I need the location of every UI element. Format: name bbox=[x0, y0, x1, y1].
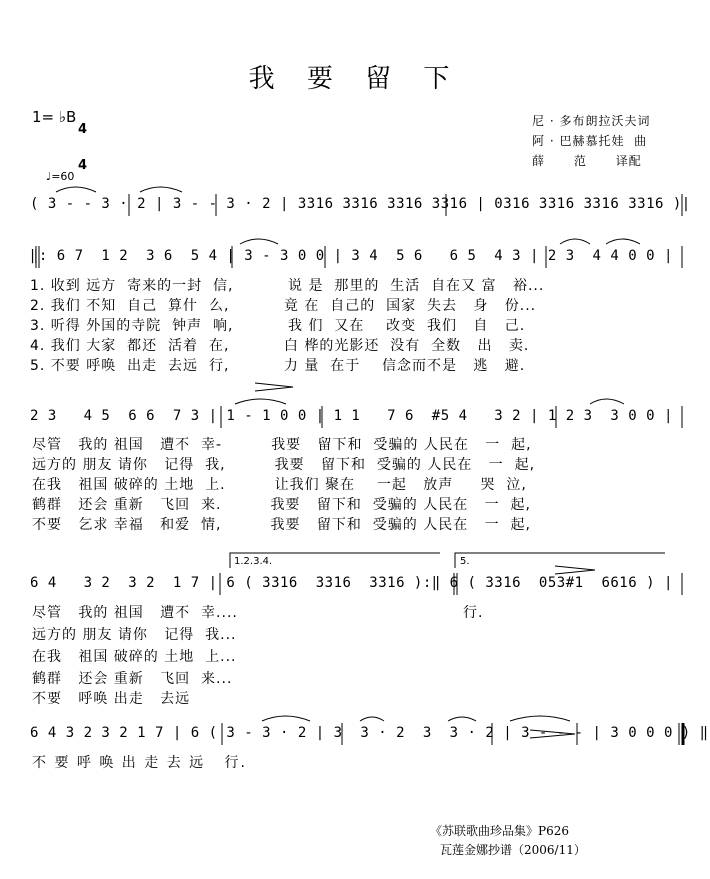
tie bbox=[448, 717, 476, 721]
time-signature-bottom: 4 bbox=[78, 158, 88, 173]
tie bbox=[590, 399, 624, 404]
lyric-line: 4. 我们 大家 都还 活着 在, 白 桦的光影还 没有 全数 出 卖. bbox=[30, 338, 530, 354]
final-lyric-line: 不 要 呼 唤 出 走 去 远 行. bbox=[32, 755, 247, 771]
volta-label-1: 1.2.3.4. bbox=[234, 556, 273, 567]
lyric-line: 在我 祖国 破碎的 土地 上... bbox=[32, 649, 237, 665]
transcriber-credit: 瓦莲金娜抄谱（2006/11） bbox=[440, 843, 586, 857]
lyric-line: 3. 听得 外国的寺院 钟声 响, 我 们 又在 改变 我们 自 己. bbox=[30, 318, 526, 334]
lyric-line: 尽管 我的 祖国 遭不 幸- 我要 留下和 受骗的 人民在 一 起, bbox=[32, 437, 532, 453]
translator-credit: 薛 范 译配 bbox=[532, 154, 642, 168]
tie bbox=[235, 399, 286, 404]
composer-credit: 阿 · 巴赫慕托娃 曲 bbox=[532, 134, 648, 148]
hairpin bbox=[555, 566, 595, 574]
time-signature-top: 4 bbox=[78, 122, 88, 137]
lyric-line: 尽管 我的 祖国 遭不 幸.... bbox=[32, 605, 238, 621]
lyric-line: 5. 不要 呼唤 出走 去远 行, 力 量 在于 信念而不是 逃 避. bbox=[30, 358, 526, 374]
volta-bracket-2 bbox=[455, 553, 665, 568]
notation-line-5: 6 4 3 2 3 2 1 7 | 6 ( 3 - 3 · 2 | 3 3 · 2 3 3 · 2 | 3 - - - | 3 0 0 0 ) ‖ bbox=[30, 725, 709, 741]
key-signature: 1= ♭B bbox=[32, 108, 77, 126]
notation-line-4: 6 4 3 2 3 2 1 7 | 6 ( 3316 3316 3316 ):‖ 6 ( 3316 053#1 6616 ) | bbox=[30, 575, 673, 591]
lyric-line: 1. 收到 远方 寄来的一封 信, 说 是 那里的 生活 自在又 富 裕... bbox=[30, 278, 545, 294]
lyric-line: 鹤群 还会 重新 飞回 来. 我要 留下和 受骗的 人民在 一 起, bbox=[32, 497, 531, 513]
tie bbox=[510, 716, 570, 721]
lyric-line: 远方的 朋友 请你 记得 我... bbox=[32, 627, 237, 643]
notation-line-2: ‖: 6 7 1 2 3 6 5 4 | 3 - 3 0 0 | 3 4 5 6 6 5 4 3 | 2 3 4 4 0 0 | bbox=[30, 248, 673, 264]
tie bbox=[262, 716, 310, 721]
source-citation: 《苏联歌曲珍品集》P626 bbox=[430, 824, 569, 838]
tempo-mark: ♩=60 bbox=[46, 170, 75, 183]
time-signature bbox=[78, 100, 87, 184]
lyric-line: 远方的 朋友 请你 记得 我, 我要 留下和 受骗的 人民在 一 起, bbox=[32, 457, 536, 473]
tie bbox=[56, 187, 96, 192]
tie bbox=[360, 717, 384, 721]
hairpin bbox=[255, 383, 293, 391]
lyric-line: 不要 呼唤 出走 去远 bbox=[32, 691, 191, 707]
tie bbox=[240, 239, 278, 244]
lyric-ending: 行. bbox=[463, 605, 484, 621]
lyric-line: 在我 祖国 破碎的 土地 上. 让我们 聚在 一起 放声 哭 泣, bbox=[32, 477, 527, 493]
lyric-line: 不要 乞求 幸福 和爱 情, 我要 留下和 受骗的 人民在 一 起, bbox=[32, 517, 531, 533]
tie bbox=[560, 239, 590, 244]
tie bbox=[606, 239, 640, 244]
notation-line-3: 2 3 4 5 6 6 7 3 | 1 - 1 0 0 | 1 1 7 6 #5 4 3 2 | 1 2 3 3 0 0 | bbox=[30, 408, 673, 424]
notation-line-1: ( 3 - - 3 · 2 | 3 - - 3 · 2 | 3316 3316 3316 3316 | 0316 3316 3316 3316 )| bbox=[30, 196, 691, 212]
volta-label-2: 5. bbox=[460, 556, 470, 567]
lyric-line: 鹤群 还会 重新 飞回 来... bbox=[32, 671, 233, 687]
lyricist-credit: 尼 · 多布朗拉沃夫词 bbox=[532, 114, 651, 128]
tie bbox=[140, 187, 182, 192]
lyric-line: 2. 我们 不知 自己 算什 么, 竟 在 自己的 国家 失去 身 份... bbox=[30, 298, 537, 314]
song-title: 我 要 留 下 bbox=[248, 64, 462, 94]
